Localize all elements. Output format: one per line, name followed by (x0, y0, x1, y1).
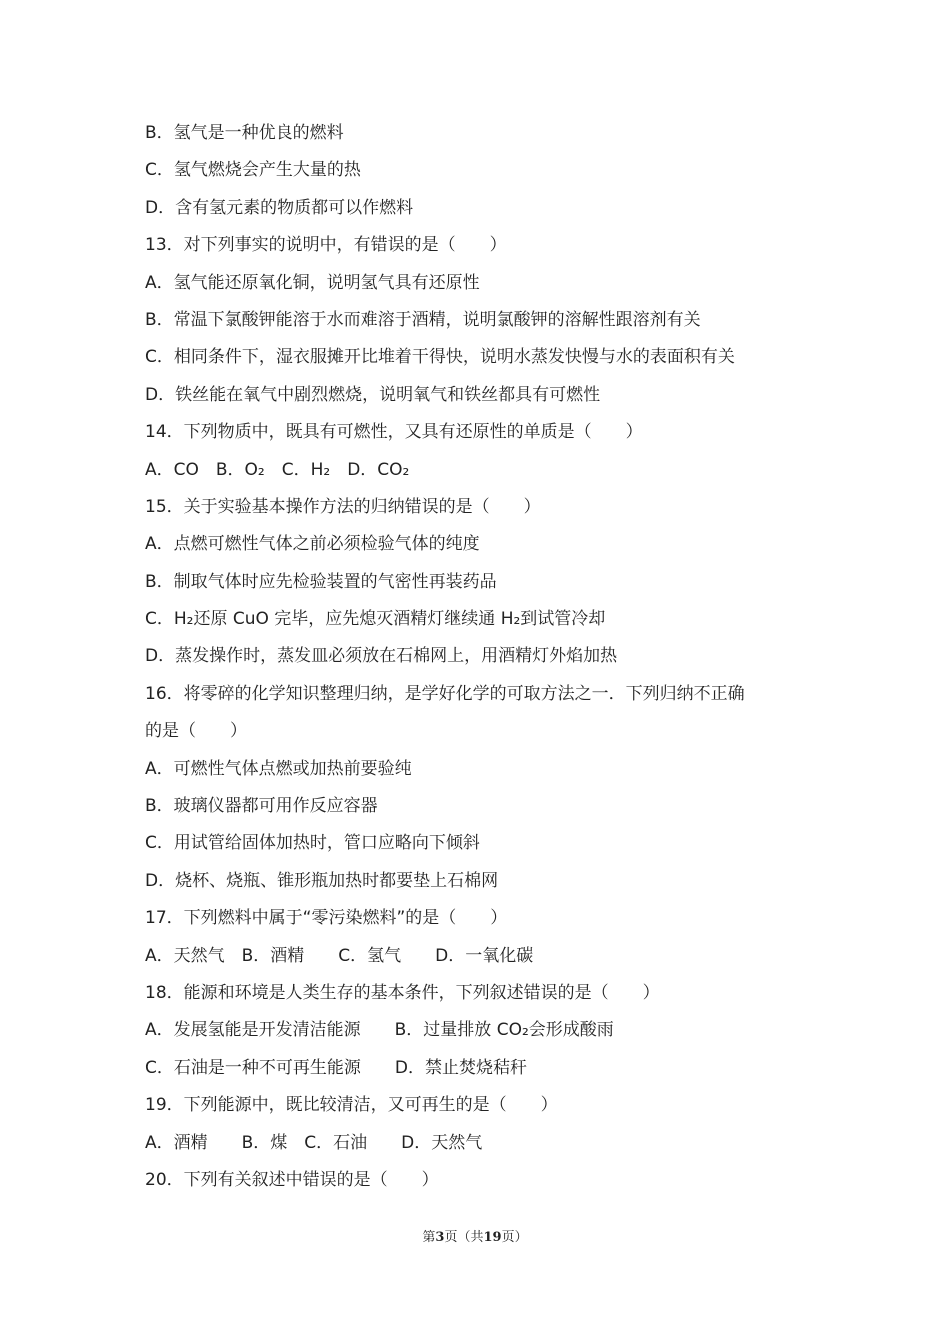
text-line: C．氢气燃烧会产生大量的热 (145, 160, 361, 181)
text-line: C．H₂还原 CuO 完毕，应先熄灭酒精灯继续通 H₂到试管冷却 (145, 609, 606, 630)
question-14: 14．下列物质中，既具有可燃性，又具有还原性的单质是（ ） (145, 422, 643, 443)
text-line: D．含有氢元素的物质都可以作燃料 (145, 197, 414, 218)
question-18: 18．能源和环境是人类生存的基本条件，下列叙述错误的是（ ） (145, 982, 660, 1003)
question-16: 16．将零碎的化学知识整理归纳，是学好化学的可取方法之一．下列归纳不正确 (145, 683, 745, 704)
text-line: D．铁丝能在氧气中剧烈燃烧，说明氧气和铁丝都具有可燃性 (145, 384, 601, 405)
text-line: A．点燃可燃性气体之前必须检验气体的纯度 (145, 534, 480, 555)
text-line: A．CO B．O₂ C．H₂ D．CO₂ (145, 459, 410, 480)
page-footer: 第3页（共19页） (422, 1230, 528, 1245)
text-line: D．蒸发操作时，蒸发皿必须放在石棉网上，用酒精灯外焰加热 (145, 646, 618, 667)
text-line: 的是（ ） (145, 721, 247, 742)
text-line: A．可燃性气体点燃或加热前要验纯 (145, 758, 412, 779)
text-line: A．氢气能还原氧化铜，说明氢气具有还原性 (145, 272, 480, 293)
text-line: C．石油是一种不可再生能源 D．禁止焚烧秸秆 (145, 1057, 527, 1078)
question-19: 19．下列能源中，既比较清洁，又可再生的是（ ） (145, 1095, 558, 1116)
question-13: 13．对下列事实的说明中，有错误的是（ ） (145, 235, 507, 256)
text-line: A．发展氢能是开发清洁能源 B．过量排放 CO₂会形成酸雨 (145, 1020, 614, 1041)
text-line: A．天然气 B．酒精 C．氢气 D．一氧化碳 (145, 945, 534, 966)
text-line: B．氢气是一种优良的燃料 (145, 123, 344, 143)
question-17: 17．下列燃料中属于“零污染燃料”的是（ ） (145, 908, 508, 929)
text-line: C．用试管给固体加热时，管口应略向下倾斜 (145, 833, 480, 854)
question-15: 15．关于实验基本操作方法的归纳错误的是（ ） (145, 496, 541, 517)
page-number: 3 (435, 1230, 445, 1245)
text-line: B．常温下氯酸钾能溶于水而难溶于酒精，说明氯酸钾的溶解性跟溶剂有关 (145, 309, 701, 330)
text-line: B．玻璃仪器都可用作反应容器 (145, 796, 378, 817)
text-line: A．酒精 B．煤 C．石油 D．天然气 (145, 1132, 483, 1153)
text-line: D．烧杯、烧瓶、锥形瓶加热时都要垫上石棉网 (145, 870, 499, 891)
question-text (145, 115, 825, 1199)
text-line: C．相同条件下，湿衣服摊开比堆着干得快，说明水蒸发快慢与水的表面积有关 (145, 347, 735, 368)
text-line: B．制取气体时应先检验装置的气密性再装药品 (145, 571, 497, 592)
question-20: 20．下列有关叙述中错误的是（ ） (145, 1169, 439, 1190)
page-total: 19 (483, 1230, 502, 1245)
